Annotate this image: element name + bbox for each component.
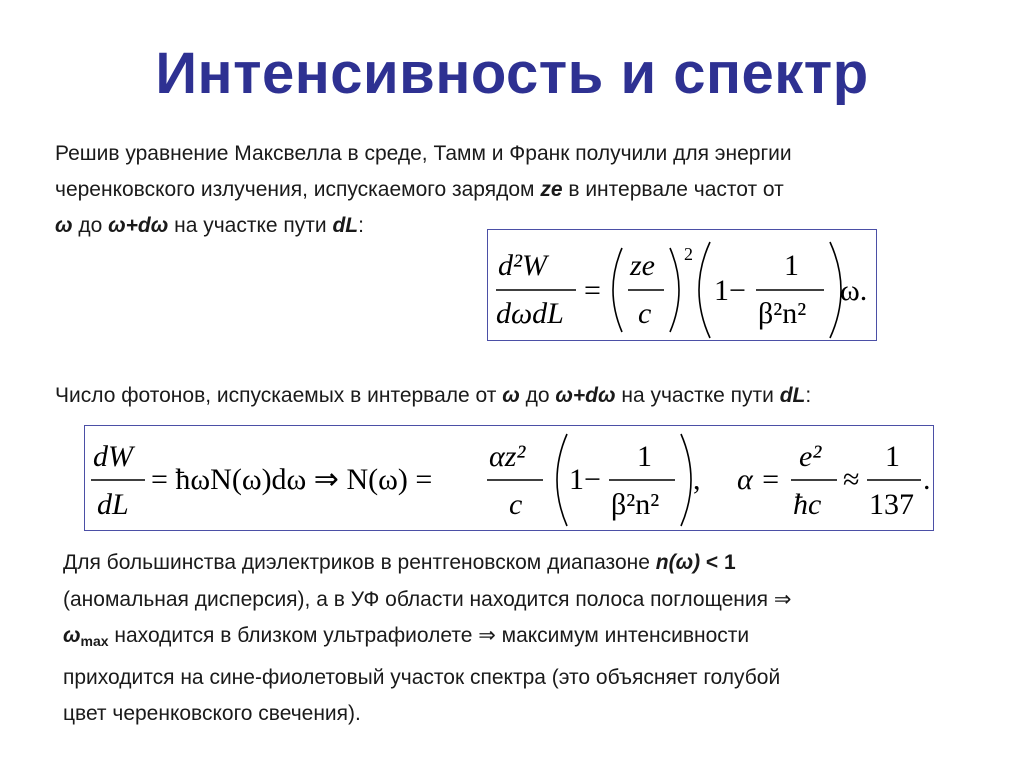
- photons-colon: :: [805, 384, 812, 407]
- dW-numerator: dW: [93, 440, 133, 473]
- energy-formula-box: [487, 229, 877, 341]
- photons-range: ω+dω: [555, 384, 616, 407]
- final-dot: .: [923, 463, 931, 496]
- intro-line-3-a: до: [72, 214, 109, 237]
- e2-numerator: e²: [799, 440, 822, 473]
- omega-range: ω+dω: [108, 214, 169, 237]
- path-dL: dL: [332, 214, 359, 237]
- dielectrics-line-2: (аномальная дисперсия), а в УФ области находится полоса поглощения ⇒: [63, 587, 792, 611]
- hbar-c-denominator: ħc: [793, 488, 822, 521]
- energy-denominator: dωdL: [496, 297, 564, 330]
- charge-ze: ze: [540, 178, 563, 201]
- alpha-z2-numerator: αz²: [489, 440, 526, 473]
- dielectrics-line-4: приходится на сине-фиолетовый участок спектра (это объясняет голубой: [63, 665, 781, 689]
- dielectrics-paragraph: [63, 545, 993, 733]
- svg-text:=: =: [584, 274, 601, 307]
- intro-paragraph: [55, 136, 985, 244]
- photons-dL: dL: [779, 384, 806, 407]
- one-minus: 1−: [714, 274, 746, 307]
- one-numerator: 1: [784, 249, 799, 282]
- refractive-index-omega: (ω): [668, 551, 701, 574]
- refractive-index-n: n: [655, 551, 669, 574]
- max-subscript: max: [80, 633, 109, 649]
- photons-text-a: Число фотонов, испускаемых в интервале от: [55, 384, 503, 407]
- dielectrics-line-3: находится в близком ультрафиолете ⇒ максимум интенсивности: [108, 624, 750, 647]
- less-than-one: < 1: [700, 551, 736, 574]
- ze-numerator: ze: [630, 249, 655, 282]
- omega-symbol: ω: [55, 214, 73, 237]
- photon-middle-expression: = ħωN(ω)dω ⇒ N(ω) =: [151, 463, 433, 496]
- energy-numerator: d²W: [498, 249, 547, 282]
- beta-n-denominator-2: β²n²: [611, 488, 660, 521]
- one-numerator-2: 1: [637, 440, 652, 473]
- one-numerator-3: 1: [885, 440, 900, 473]
- c-denominator-2: c: [509, 488, 523, 521]
- c-denominator: c: [638, 297, 652, 330]
- intro-line-3-b: на участке пути: [168, 214, 333, 237]
- dielectrics-line-5: цвет черенковского свечения).: [63, 702, 361, 725]
- dielectrics-line-1-a: Для большинства диэлектриков в рентгеновском диапазоне: [63, 551, 656, 574]
- value-137: 137: [869, 488, 914, 521]
- approx-sign: ≈: [843, 463, 860, 496]
- slide-title: Интенсивность и спектр: [155, 41, 869, 106]
- intro-line-2-a: черенковского излучения, испускаемого зарядом: [55, 178, 541, 201]
- photons-text-b: до: [519, 384, 556, 407]
- svg-text:2: 2: [684, 244, 693, 264]
- intro-line-2-b: в интервале частот от: [562, 178, 784, 201]
- alpha-equals: α =: [737, 463, 781, 496]
- photons-text-c: на участке пути: [615, 384, 780, 407]
- one-minus-2: 1−: [569, 463, 601, 496]
- photon-number-formula-box: [84, 425, 934, 531]
- omega-max: ω: [63, 624, 81, 647]
- intro-colon: :: [358, 214, 364, 237]
- beta-n-denominator: β²n²: [758, 297, 807, 330]
- intro-line-1: Решив уравнение Максвелла в среде, Тамм и Франк получили для энергии: [55, 142, 792, 165]
- dL-denominator: dL: [97, 488, 129, 521]
- photons-paragraph: [55, 378, 1005, 414]
- comma: ,: [693, 463, 701, 496]
- omega-tail: ω.: [840, 274, 868, 307]
- photons-omega: ω: [502, 384, 520, 407]
